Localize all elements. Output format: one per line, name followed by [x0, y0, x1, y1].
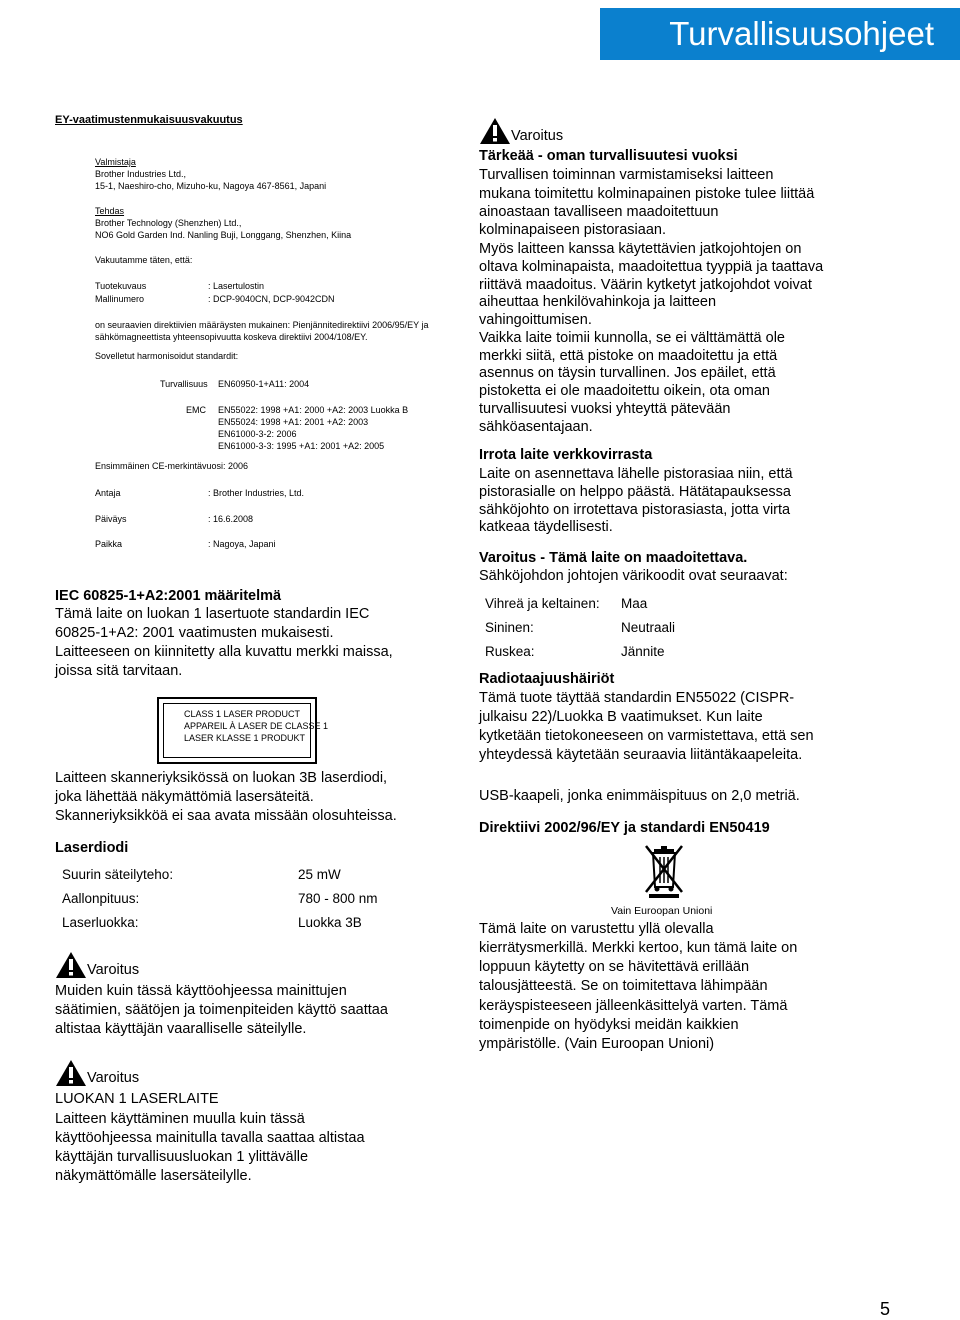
declaration-title: EY-vaatimustenmukaisuusvakuutus — [55, 114, 243, 126]
warning-icon — [55, 951, 87, 979]
emc-value: EN61000-3-3: 1995 +A1: 2001 +A2: 2005 — [218, 441, 385, 451]
warning-3-line: riittävä maadoitus. Väärin kytketyt jatkojohdot voivat — [479, 277, 812, 293]
crossed-out-bin-icon — [643, 843, 685, 899]
issuer-label: Antaja — [95, 488, 121, 498]
laserdiode-label: Laserluokka: — [62, 915, 139, 930]
warning-1-line: Muiden kuin tässä käyttöohjeessa mainittujen — [55, 983, 347, 999]
manufacturer-label: Valmistaja — [95, 157, 136, 167]
warning-3-line: turvallisuutesi vuoksi yhteyttä pätevään — [479, 401, 731, 417]
laserdiode-value: Luokka 3B — [298, 915, 362, 930]
warning-3-line: merkki siitä, että pistoke on maadoitettu ja että — [479, 348, 778, 364]
product-value: : Lasertulostin — [208, 281, 265, 291]
page-number: 5 — [880, 1299, 891, 1319]
warning-2-heading — [55, 1059, 139, 1087]
factory-line: NO6 Gold Garden Ind. Nanling Buji, Longgang, Shenzhen, Kiina — [95, 230, 352, 240]
warning-label: Varoitus — [511, 128, 564, 144]
disconnect-line: sähköjohto on irrotettava pistorasiasta, jotta virta — [479, 502, 791, 518]
wire-color-label: Vihreä ja keltainen: — [485, 596, 600, 611]
grounded-title: Varoitus - Tämä laite on maadoitettava. — [479, 550, 748, 566]
emc-value: EN55024: 1998 +A1: 2001 +A2: 2003 — [218, 417, 369, 427]
warning-3-line: aiheuttaa henkilövahinkoja ja laitteen — [479, 294, 717, 310]
laserdiode-value: 25 mW — [298, 867, 341, 882]
warning-2-line: näkymättömälle lasersäteilylle. — [55, 1168, 252, 1184]
warning-3-line: Myös laitteen kanssa käytettävien jatkojohtojen on — [479, 241, 802, 257]
warning-3-line: mukana toimitettu kolminapainen pistoke tulee liittää — [479, 186, 815, 202]
iec-title: IEC 60825-1+A2:2001 määritelmä — [55, 588, 282, 604]
warning-2-line: käyttöohjeessa mainitulla tavalla saattaa altistaa — [55, 1130, 365, 1146]
emc-label: EMC — [186, 405, 206, 415]
warning-3-heading — [479, 117, 563, 145]
iec-line: Laitteeseen on kiinnitetty alla kuvattu merkki maissa, — [55, 644, 393, 660]
disconnect-title: Irrota laite verkkovirrasta — [479, 447, 653, 463]
laserdiode-value: 780 - 800 nm — [298, 891, 378, 906]
conformity-line: sähkömagneettista yhteensopivuutta koskeva direktiivi 2004/108/EY. — [95, 332, 368, 342]
warning-label: Varoitus — [87, 962, 140, 978]
warning-2-line: Laitteen käyttäminen muulla kuin tässä — [55, 1111, 305, 1127]
laserdiode-label: Suurin säteilyteho: — [62, 867, 174, 882]
issuer-value: : Brother Industries, Ltd. — [208, 488, 305, 498]
wire-color-value: Jännite — [621, 644, 665, 659]
declare-text: Vakuutamme täten, että: — [95, 255, 193, 265]
scanner-line: Skanneriyksikköä ei saa avata missään olosuhteissa. — [55, 808, 397, 824]
iec-line: 60825-1+A2: 2001 vaatimusten mukaisesti. — [55, 625, 334, 641]
place-label: Paikka — [95, 539, 123, 549]
emc-value: EN55022: 1998 +A1: 2000 +A2: 2003 Luokka B — [218, 405, 409, 415]
ce-year: Ensimmäinen CE-merkintävuosi: 2006 — [95, 461, 249, 471]
scanner-line: joka lähettää näkymättömiä lasersäteitä. — [55, 789, 314, 805]
safety-label: Turvallisuus — [160, 379, 208, 389]
laser-class-label-border — [163, 703, 329, 758]
radio-line: yhteydessä käytetään seuraavia liitäntäkaapeleita. — [479, 747, 803, 763]
warning-2-line: käyttäjän turvallisuusluokan 1 ylittävälle — [55, 1149, 309, 1165]
radio-line: julkaisu 22)/Luokka B vaatimukset. Kun laite — [479, 709, 763, 725]
weee-line: loppuun käytetty on se hävitettävä erillään — [479, 959, 750, 975]
laser-label-line: CLASS 1 LASER PRODUCT — [184, 709, 301, 719]
weee-line: kierrätysmerkillä. Merkki kertoo, kun tämä laite on — [479, 940, 798, 956]
wire-color-value: Maa — [621, 596, 648, 611]
warning-2-title: LUOKAN 1 LASERLAITE — [55, 1091, 219, 1107]
warning-3-line: Turvallisen toiminnan varmistamiseksi laitteen — [479, 167, 774, 183]
warning-3-line: sähköasentajaan. — [479, 419, 593, 435]
conformity-line: on seuraavien direktiivien määräysten mukainen: Pienjännitedirektiivi 2006/95/EY ja — [95, 320, 429, 330]
place-value: : Nagoya, Japani — [208, 539, 276, 549]
safety-value: EN60950-1+A11: 2004 — [218, 379, 310, 389]
date-value: : 16.6.2008 — [208, 514, 254, 524]
usb-note: USB-kaapeli, jonka enimmäispituus on 2,0 metriä. — [479, 788, 800, 804]
weee-title: Direktiivi 2002/96/EY ja standardi EN50419 — [479, 820, 770, 836]
radio-line: kytketään tietokoneeseen on varmistettava, että sen — [479, 728, 814, 744]
warning-3-line: kolminapaiseen pistorasiaan. — [479, 222, 666, 238]
warning-3-line: pistoketta ei ole maadoitettu oikein, ota oman — [479, 383, 770, 399]
laser-label-line: LASER KLASSE 1 PRODUKT — [184, 733, 306, 743]
radio-line: Tämä tuote täyttää standardin EN55022 (CISPR- — [479, 690, 795, 706]
weee-line: keräyspisteeseen jälleenkäsittelyä varten. Tämä — [479, 998, 788, 1014]
warning-1-line: altistaa käyttäjän vaaralliselle säteilylle. — [55, 1021, 307, 1037]
warning-3-line: Vaikka laite toimii kunnolla, se ei välttämättä ole — [479, 330, 785, 346]
weee-line: talousjätteestä. Se on toimitettava lähimpään — [479, 978, 768, 994]
laser-label-line: APPAREIL À LASER DE CLASSE 1 — [184, 721, 329, 731]
weee-line: Tämä laite on varustettu yllä olevalla — [479, 921, 714, 937]
weee-line: ympäristölle. (Vain Euroopan Unioni) — [479, 1036, 715, 1052]
model-label: Mallinumero — [95, 294, 145, 304]
warning-3-line: asennus on täysin turvallinen. Jos epäilet, että — [479, 365, 776, 381]
warning-3-line: oltava kolminapaista, maadoitettua tyyppiä ja taattava — [479, 259, 824, 275]
wire-color-label: Ruskea: — [485, 644, 535, 659]
wire-color-label: Sininen: — [485, 620, 534, 635]
scanner-line: Laitteen skanneriyksikössä on luokan 3B laserdiodi, — [55, 770, 388, 786]
standards-label: Sovelletut harmonisoidut standardit: — [95, 351, 239, 361]
factory-label: Tehdas — [95, 206, 125, 216]
laser-class-label — [157, 697, 329, 764]
iec-line: Tämä laite on luokan 1 lasertuote standardin IEC — [55, 606, 370, 622]
warning-icon — [479, 117, 511, 145]
disconnect-line: katkeaa täydellisesti. — [479, 519, 613, 535]
manufacturer-line: 15-1, Naeshiro-cho, Mizuho-ku, Nagoya 467-8561, Japani — [95, 181, 327, 191]
radio-title: Radiotaajuushäiriöt — [479, 671, 615, 687]
disconnect-line: pistorasialle on helppo päästä. Hätätapauksessa — [479, 484, 791, 500]
model-value: : DCP-9040CN, DCP-9042CDN — [208, 294, 335, 304]
iec-line: joissa sitä tarvitaan. — [55, 663, 183, 679]
weee-caption: Vain Euroopan Unioni — [611, 905, 713, 917]
warning-3-line: vahingoittumisen. — [479, 312, 592, 328]
warning-3-title: Tärkeää - oman turvallisuutesi vuoksi — [479, 148, 738, 164]
header-bar — [600, 8, 960, 60]
weee-line: toimenpide on hyödyksi meidän kaikkien — [479, 1017, 739, 1033]
warning-1-heading — [55, 951, 139, 979]
date-label: Päiväys — [95, 514, 127, 524]
disconnect-line: Laite on asennettava lähelle pistorasiaa niin, että — [479, 466, 793, 482]
factory-line: Brother Technology (Shenzhen) Ltd., — [95, 218, 242, 228]
product-label: Tuotekuvaus — [95, 281, 147, 291]
warning-3-line: ainoastaan tavalliseen maadoitettuun — [479, 204, 719, 220]
warning-icon — [55, 1059, 87, 1087]
warning-label: Varoitus — [87, 1070, 140, 1086]
warning-1-line: säätimien, säätöjen ja toimenpiteiden käyttö saattaa — [55, 1002, 388, 1018]
manufacturer-line: Brother Industries Ltd., — [95, 169, 187, 179]
emc-value: EN61000-3-2: 2006 — [218, 429, 297, 439]
laserdiode-title: Laserdiodi — [55, 840, 129, 856]
wire-color-value: Neutraali — [621, 620, 676, 635]
laserdiode-label: Aallonpituus: — [62, 891, 140, 906]
grounded-subtitle: Sähköjohdon johtojen värikoodit ovat seuraavat: — [479, 568, 788, 584]
page-title: Turvallisuusohjeet — [669, 15, 934, 52]
